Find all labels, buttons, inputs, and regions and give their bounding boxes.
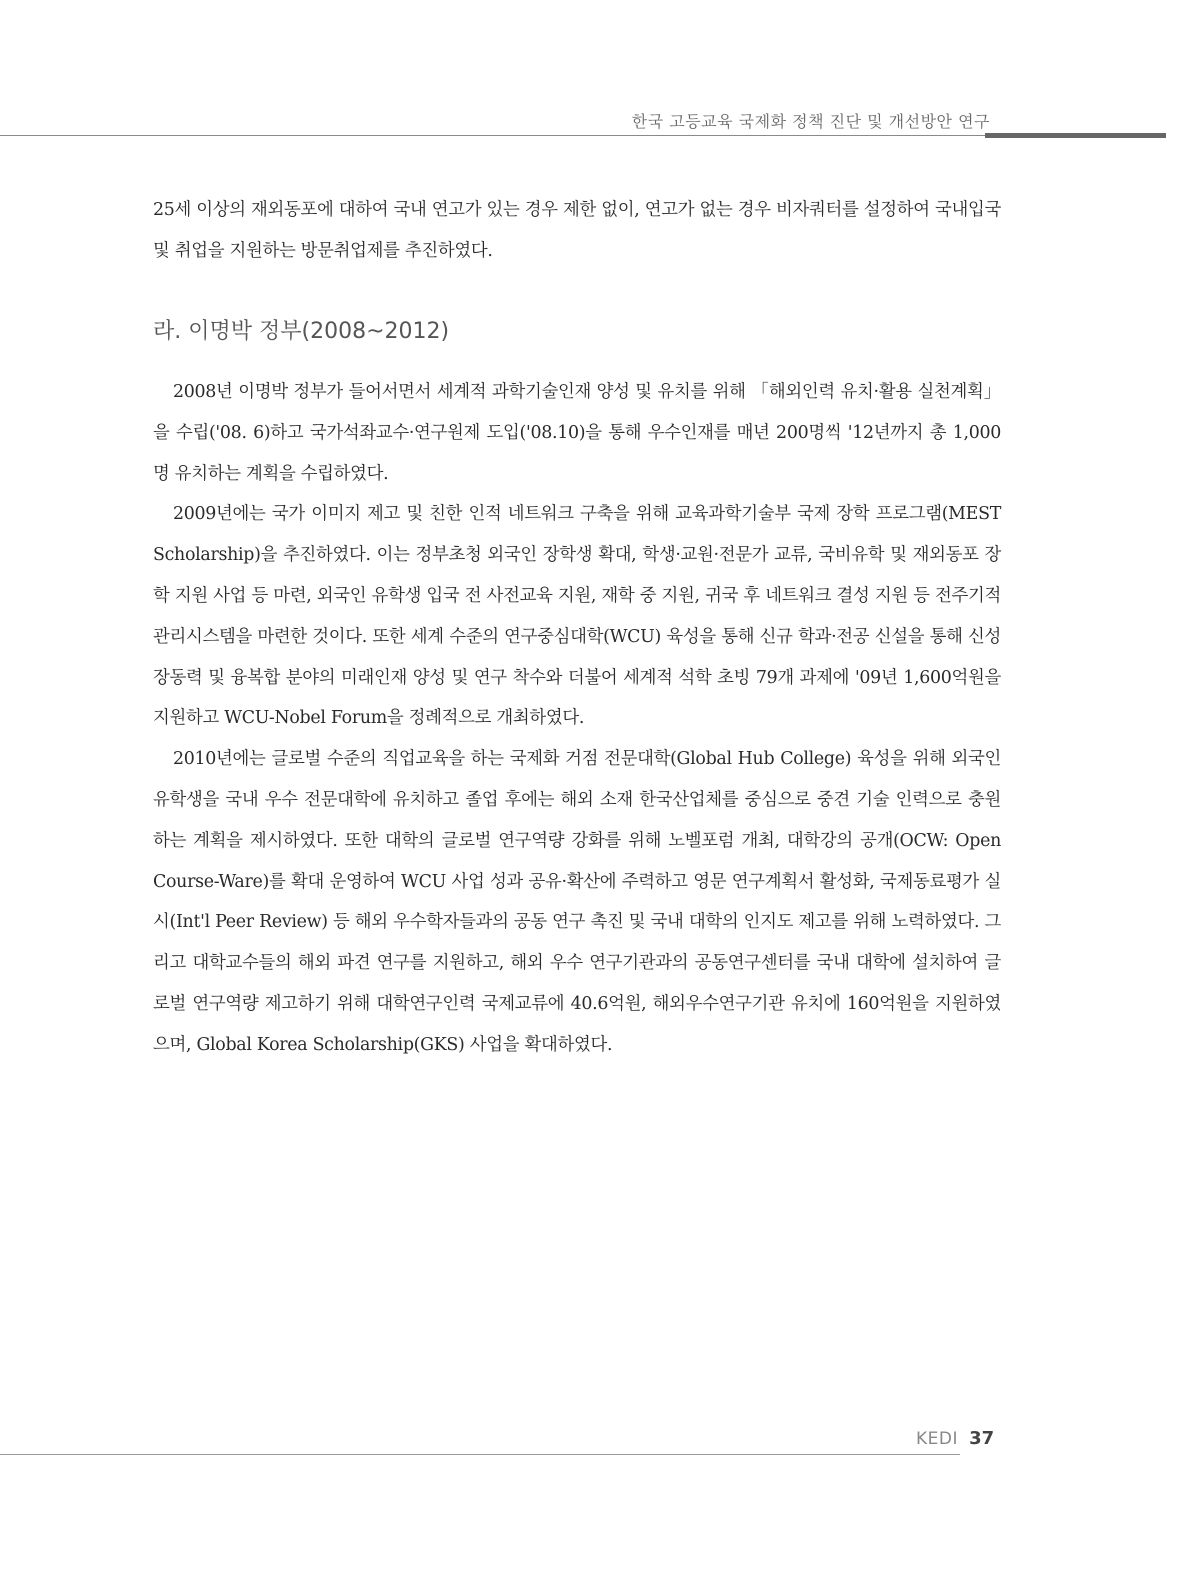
paragraph-2010: 2010년에는 글로벌 수준의 직업교육을 하는 국제화 거점 전문대학(Global Hub College) 육성을 위해 외국인 유학생을 국내 우수 전문대학에 유치하고 졸업 후에는 해외 소재 한국산업체를 중심으로 중견 기술 인력으로 충원하는 계획을 제시하였다. 또한 대학의 글로벌 연구역량 강화를 위해 노벨포럼 개최, 대학강의 공개(OCW: Open Course-Ware)를 확대 운영하여 WCU 사업 성과 공유·확산에 주력하고 영문 연구계획서 활성화, 국제동료평가 실시(Int'l Peer Review) 등 해외 우수학자들과의 공동 연구 촉진 및 국내 대학의 인지도 제고를 위해 노력하였다. 그리고 대학교수들의 해외 파견 연구를 지원하고, 해외 우수 연구기관과의 공동연구센터를 국내 대학에 설치하여 글로벌 연구역량 제고하기 위해 대학연구인력 국제교류에 40.6억원, 해외우수연구기관 유치에 160억원을 지원하였으며, Global Korea Scholarship(GKS) 사업을 확대하였다.: [153, 749, 1001, 1055]
page-number: 37: [969, 1428, 995, 1449]
paragraph-2008: 2008년 이명박 정부가 들어서면서 세계적 과학기술인재 양성 및 유치를 위해 「해외인력 유치·활용 실천계획」을 수립('08. 6)하고 국가석좌교수·연구원제 도입('08.10)을 통해 우수인재를 매년 200명씩 '12년까지 총 1,000명 유치하는 계획을 수립하였다.: [153, 382, 1001, 484]
page-footer: [916, 1428, 994, 1449]
intro-paragraph: 25세 이상의 재외동포에 대하여 국내 연고가 있는 경우 제한 없이, 연고가 없는 경우 비자쿼터를 설정하여 국내입국 및 취업을 지원하는 방문취업제를 추진하였다.: [153, 200, 1001, 261]
running-header: 한국 고등교육 국제화 정책 진단 및 개선방안 연구: [631, 112, 990, 131]
section-heading: 라. 이명박 정부(2008~2012): [153, 319, 450, 344]
header-rule: [0, 135, 985, 136]
section-body: [153, 372, 1001, 1066]
header-rule-accent: [985, 133, 1166, 138]
footer-org: KEDI: [916, 1429, 958, 1449]
paragraph-2009: 2009년에는 국가 이미지 제고 및 친한 인적 네트워크 구축을 위해 교육과학기술부 국제 장학 프로그램(MEST Scholarship)을 추진하였다. 이는 정부초청 외국인 장학생 확대, 학생·교원·전문가 교류, 국비유학 및 재외동포 장학 지원 사업 등 마련, 외국인 유학생 입국 전 사전교육 지원, 재학 중 지원, 귀국 후 네트워크 결성 지원 등 전주기적 관리시스템을 마련한 것이다. 또한 세계 수준의 연구중심대학(WCU) 육성을 통해 신규 학과·전공 신설을 통해 신성장동력 및 융복합 분야의 미래인재 양성 및 연구 착수와 더불어 세계적 석학 초빙 79개 과제에 '09년 1,600억원을 지원하고 WCU-Nobel Forum을 정례적으로 개최하였다.: [153, 504, 1001, 729]
intro-block: [153, 190, 1001, 272]
footer-rule: [0, 1454, 960, 1455]
